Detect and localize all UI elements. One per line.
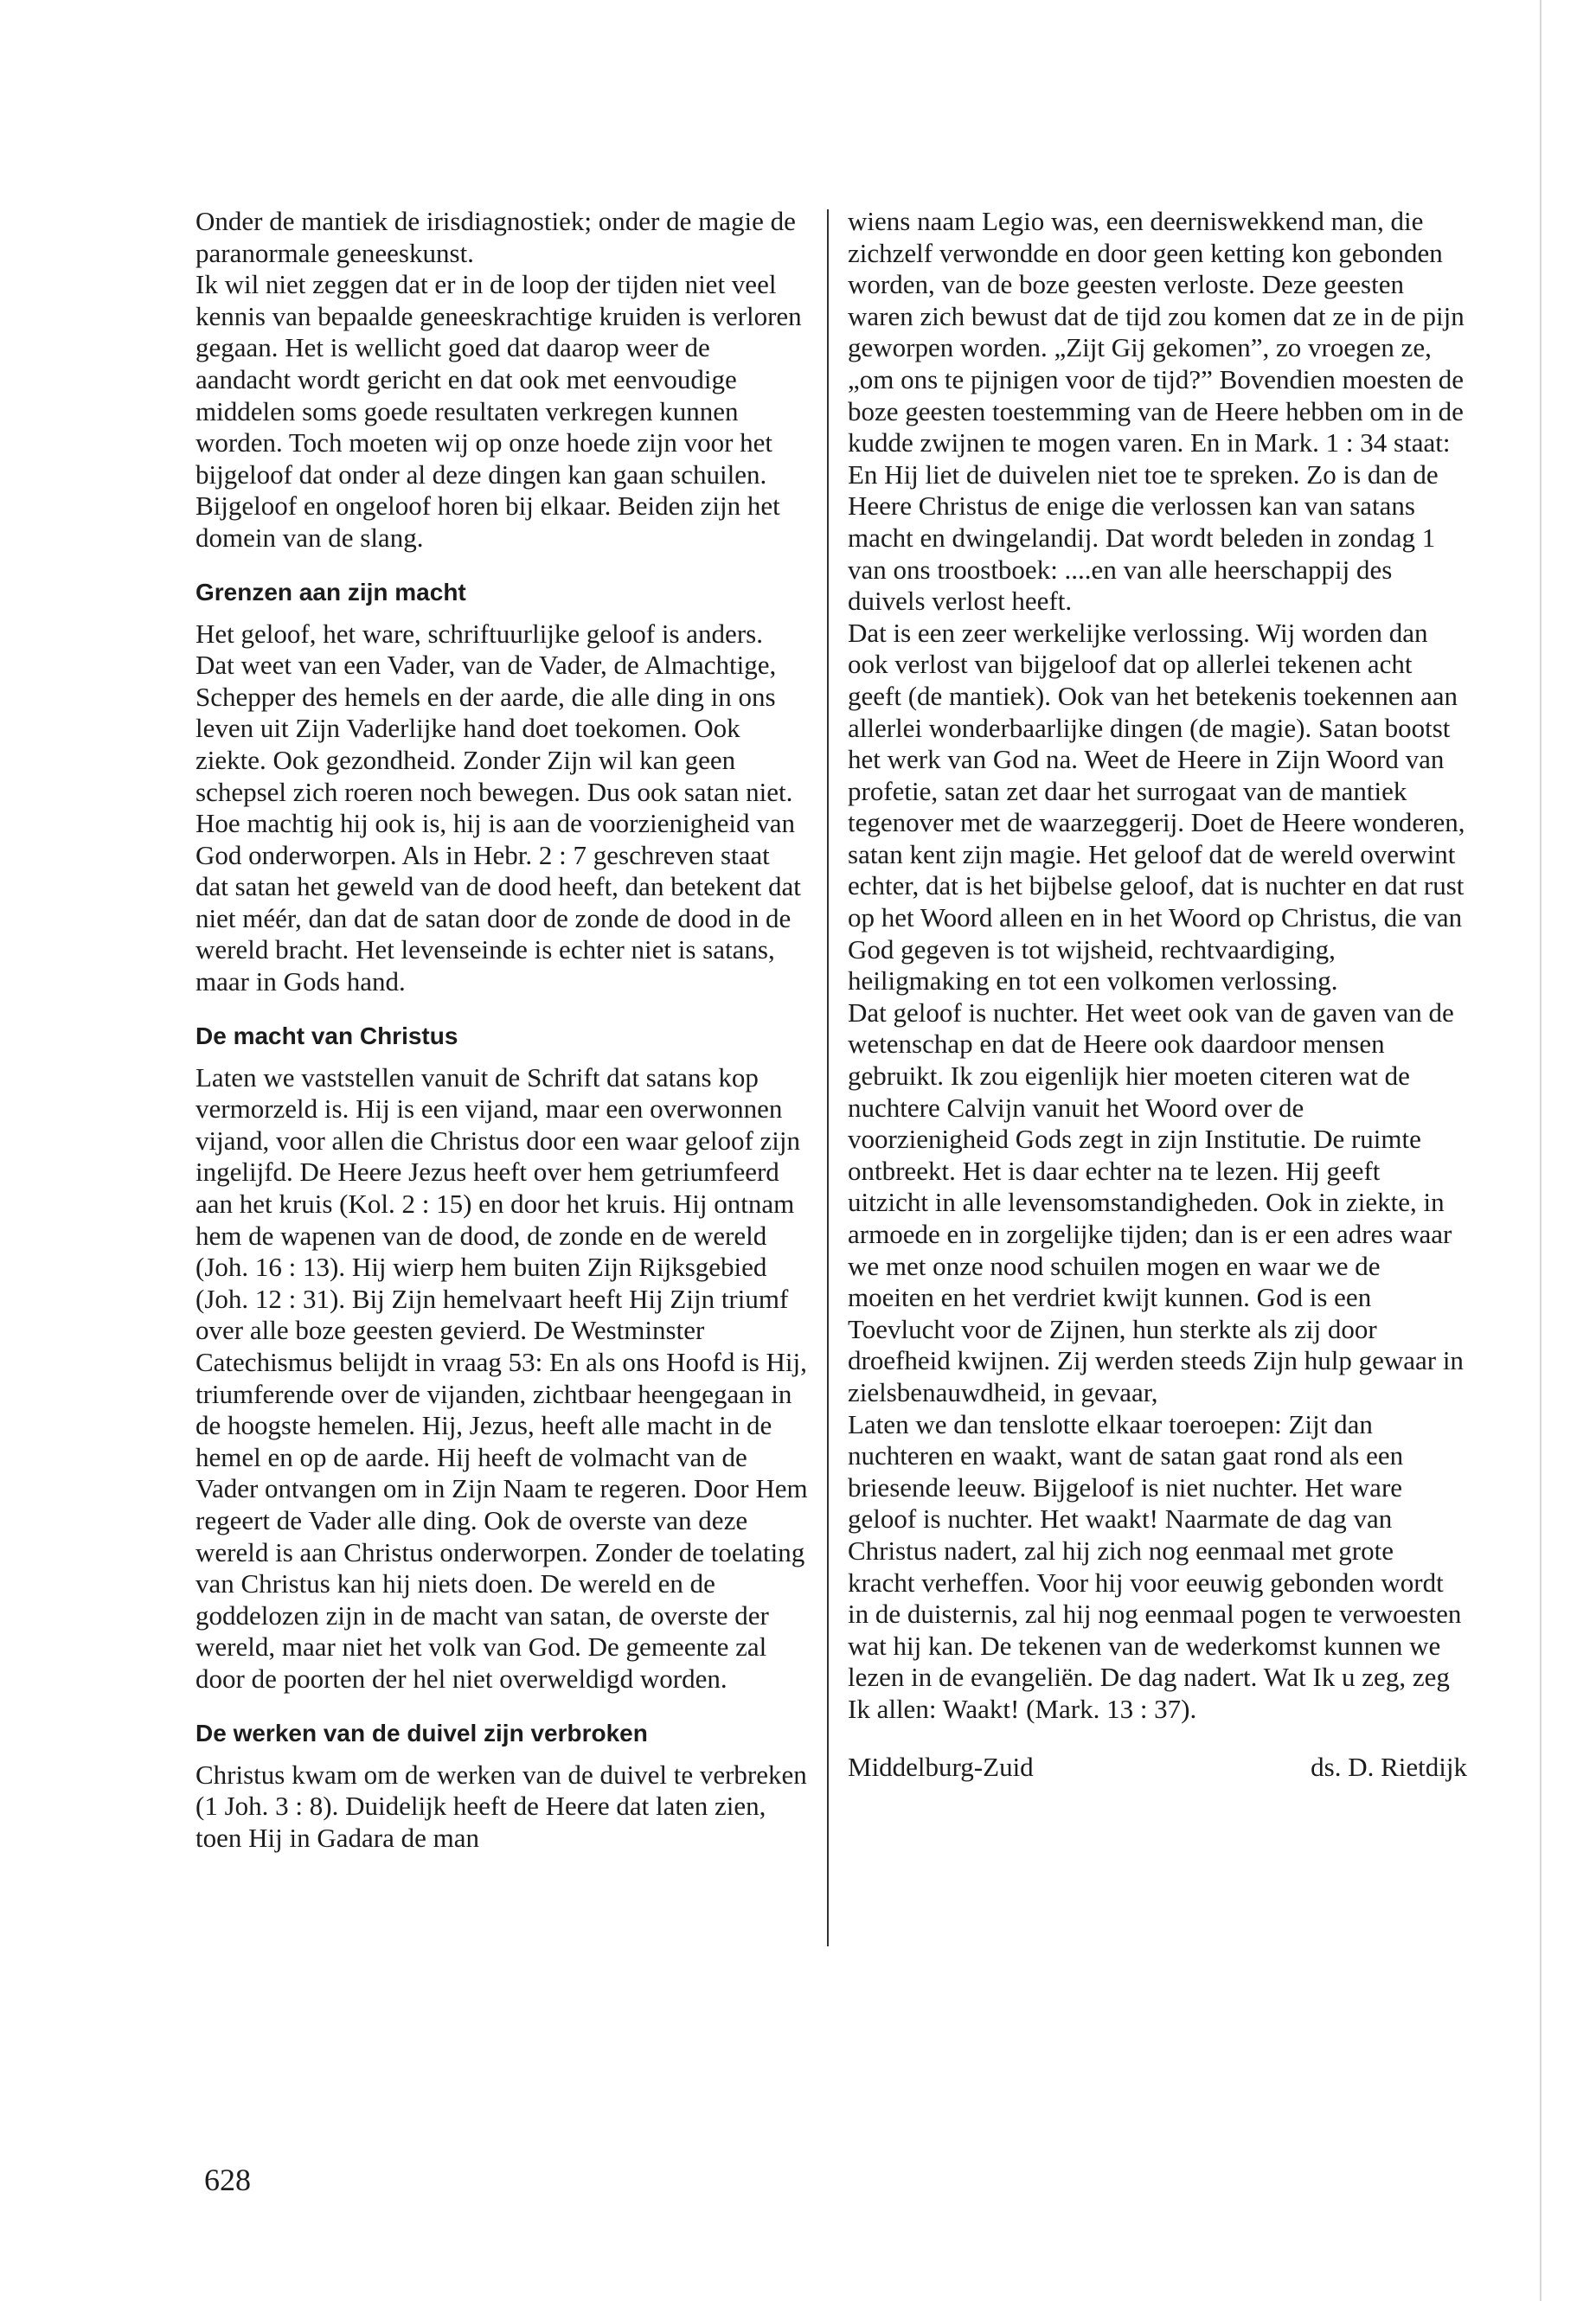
section-heading: De werken van de duivel zijn verbroken [195,1719,648,1747]
right-column [848,206,1467,1783]
paragraph: Dat geloof is nuchter. Het weet ook van de gaven van de wetenschap en dat de Heere ook daardoor mensen gebruikt. Ik zou eigenlijk hier moeten citeren wat de nuchtere Calvijn vanuit het Woord over de voorzienigheid Gods zegt in zijn Institutie. De ruimte ontbreekt. Het is daar echter na te lezen. Hij geeft uitzicht in alle levensomstandigheden. Ook in ziekte, in armoede en in zorgelijke tijden; dan is er een adres waar we met onze nood schuilen mogen en waar we de moeiten en het verdriet kwijt kunnen. God is een Toevlucht voor de Zijnen, hun sterkte als zij door droefheid kwijnen. Zij werden steeds Zijn hulp gewaar in zielsbenauwdheid, in gevaar, [848,997,1464,1407]
section-heading: Grenzen aan zijn macht [195,578,466,606]
column-divider [827,209,829,1946]
paragraph: Christus kwam om de werken van de duivel te verbreken (1 Joh. 3 : 8). Duidelijk heeft de Heere dat laten zien, toen Hij in Gadara de man [195,1759,807,1853]
paragraph: wiens naam Legio was, een deerniswekkend man, die zichzelf verwondde en door geen ketting kon gebonden worden, van de boze geesten verloste. Deze geesten waren zich bewust dat de tijd zou komen dat ze in de pijn geworpen worden. „Zijt Gij gekomen”, zo vroegen ze, „om ons te pijnigen voor de tijd?” Bovendien moesten de boze geesten toestemming van de Heere hebben om in de kudde zwijnen te mogen varen. En in Mark. 1 : 34 staat: En Hij liet de duivelen niet toe te spreken. Zo is dan de Heere Christus de enige die verlossen kan van satans macht en dwingelandij. Dat wordt beleden in zondag 1 van ons troostboek: ....en van alle heerschappij des duivels verlost heeft. [848,206,1465,617]
left-column [195,206,808,1854]
paragraph: Laten we dan tenslotte elkaar toeroepen: Zijt dan nuchteren en waakt, want de satan gaat rond als een briesende leeuw. Bijgeloof is niet nuchter. Het ware geloof is nuchter. Het waakt! Naarmate de dag van Christus nadert, zal hij zich nog eenmaal met grote kracht verheffen. Voor hij voor eeuwig gebonden wordt in de duisternis, zal hij nog eenmaal pogen te verwoesten wat hij kan. De tekenen van de wederkomst kunnen we lezen in de evangeliën. De dag nadert. Wat Ik u zeg, zeg Ik allen: Waakt! (Mark. 13 : 37). [848,1408,1462,1724]
section-heading: De macht van Christus [195,1022,458,1049]
page-edge-line [1540,0,1542,2301]
signature [848,1752,1467,1784]
paragraph: Onder de mantiek de irisdiagnostiek; onder de magie de paranormale geneeskunst. [195,206,796,268]
paragraph: Ik wil niet zeggen dat er in de loop der tijden niet veel kennis van bepaalde geneeskrachtige kruiden is verloren gegaan. Het is wellicht goed dat daarop weer de aandacht wordt gericht en dat ook met eenvoudige middelen soms goede resultaten verkregen kunnen worden. Toch moeten wij op onze hoede zijn voor het bijgeloof dat onder al deze dingen kan gaan schuilen. Bijgeloof en ongeloof horen bij elkaar. Beiden zijn het domein van de slang. [195,269,802,553]
paragraph: Laten we vaststellen vanuit de Schrift dat satans kop vermorzeld is. Hij is een vijand, maar een overwonnen vijand, voor allen die Christus door een waar geloof zijn ingelijfd. De Heere Jezus heeft over hem getriumfeerd aan het kruis (Kol. 2 : 15) en door het kruis. Hij ontnam hem de wapenen van de dood, de zonde en de wereld (Joh. 16 : 13). Hij wierp hem buiten Zijn Rijksgebied (Joh. 12 : 31). Bij Zijn hemelvaart heeft Hij Zijn triumf over alle boze geesten gevierd. De Westminster Catechismus belijdt in vraag 53: En als ons Hoofd is Hij, triumferende over de vijanden, zichtbaar heengegaan in de hoogste hemelen. Hij, Jezus, heeft alle macht in de hemel en op de aarde. Hij heeft de volmacht van de Vader ontvangen om in Zijn Naam te regeren. Door Hem regeert de Vader alle ding. Ook de overste van deze wereld is aan Christus onderworpen. Zonder de toelating van Christus kan hij niets doen. De wereld en de goddelozen zijn in de macht van satan, de overste der wereld, maar niet het volk van God. De gemeente zal door de poorten der hel niet overweldigd worden. [195,1061,808,1694]
paragraph: Het geloof, het ware, schriftuurlijke geloof is anders. Dat weet van een Vader, van de Vader, de Almachtige, Schepper des hemels en der aarde, die alle ding in ons leven uit Zijn Vaderlijke hand doet toekomen. Ook ziekte. Ook gezondheid. Zonder Zijn wil kan geen schepsel zich roeren noch bewegen. Dus ook satan niet. Hoe machtig hij ook is, hij is aan de voorzienigheid van God onderworpen. Als in Hebr. 2 : 7 geschreven staat dat satan het geweld van de dood heeft, dan betekent dat niet méér, dan dat de satan door de zonde de dood in de wereld bracht. Het levenseinde is echter niet is satans, maar in Gods hand. [195,618,801,997]
signature-place: Middelburg-Zuid [848,1751,1034,1782]
paragraph: Dat is een zeer werkelijke verlossing. Wij worden dan ook verlost van bijgeloof dat op allerlei tekenen acht geeft (de mantiek). Ook van het betekenis toekennen aan allerlei wonderbaarlijke dingen (de magie). Satan bootst het werk van God na. Weet de Heere in Zijn Woord van profetie, satan zet daar het surrogaat van de mantiek tegenover met de waarzeggerij. Doet de Heere wonderen, satan kent zijn magie. Het geloof dat de wereld overwint echter, dat is het bijbelse geloof, dat is nuchter en dat rust op het Woord alleen en in het Woord op Christus, die van God gegeven is tot wijsheid, rechtvaardiging, heiligmaking en tot een volkomen verlossing. [848,617,1465,997]
page-number: 628 [204,2163,251,2197]
signature-author: ds. D. Rietdijk [1311,1751,1467,1782]
